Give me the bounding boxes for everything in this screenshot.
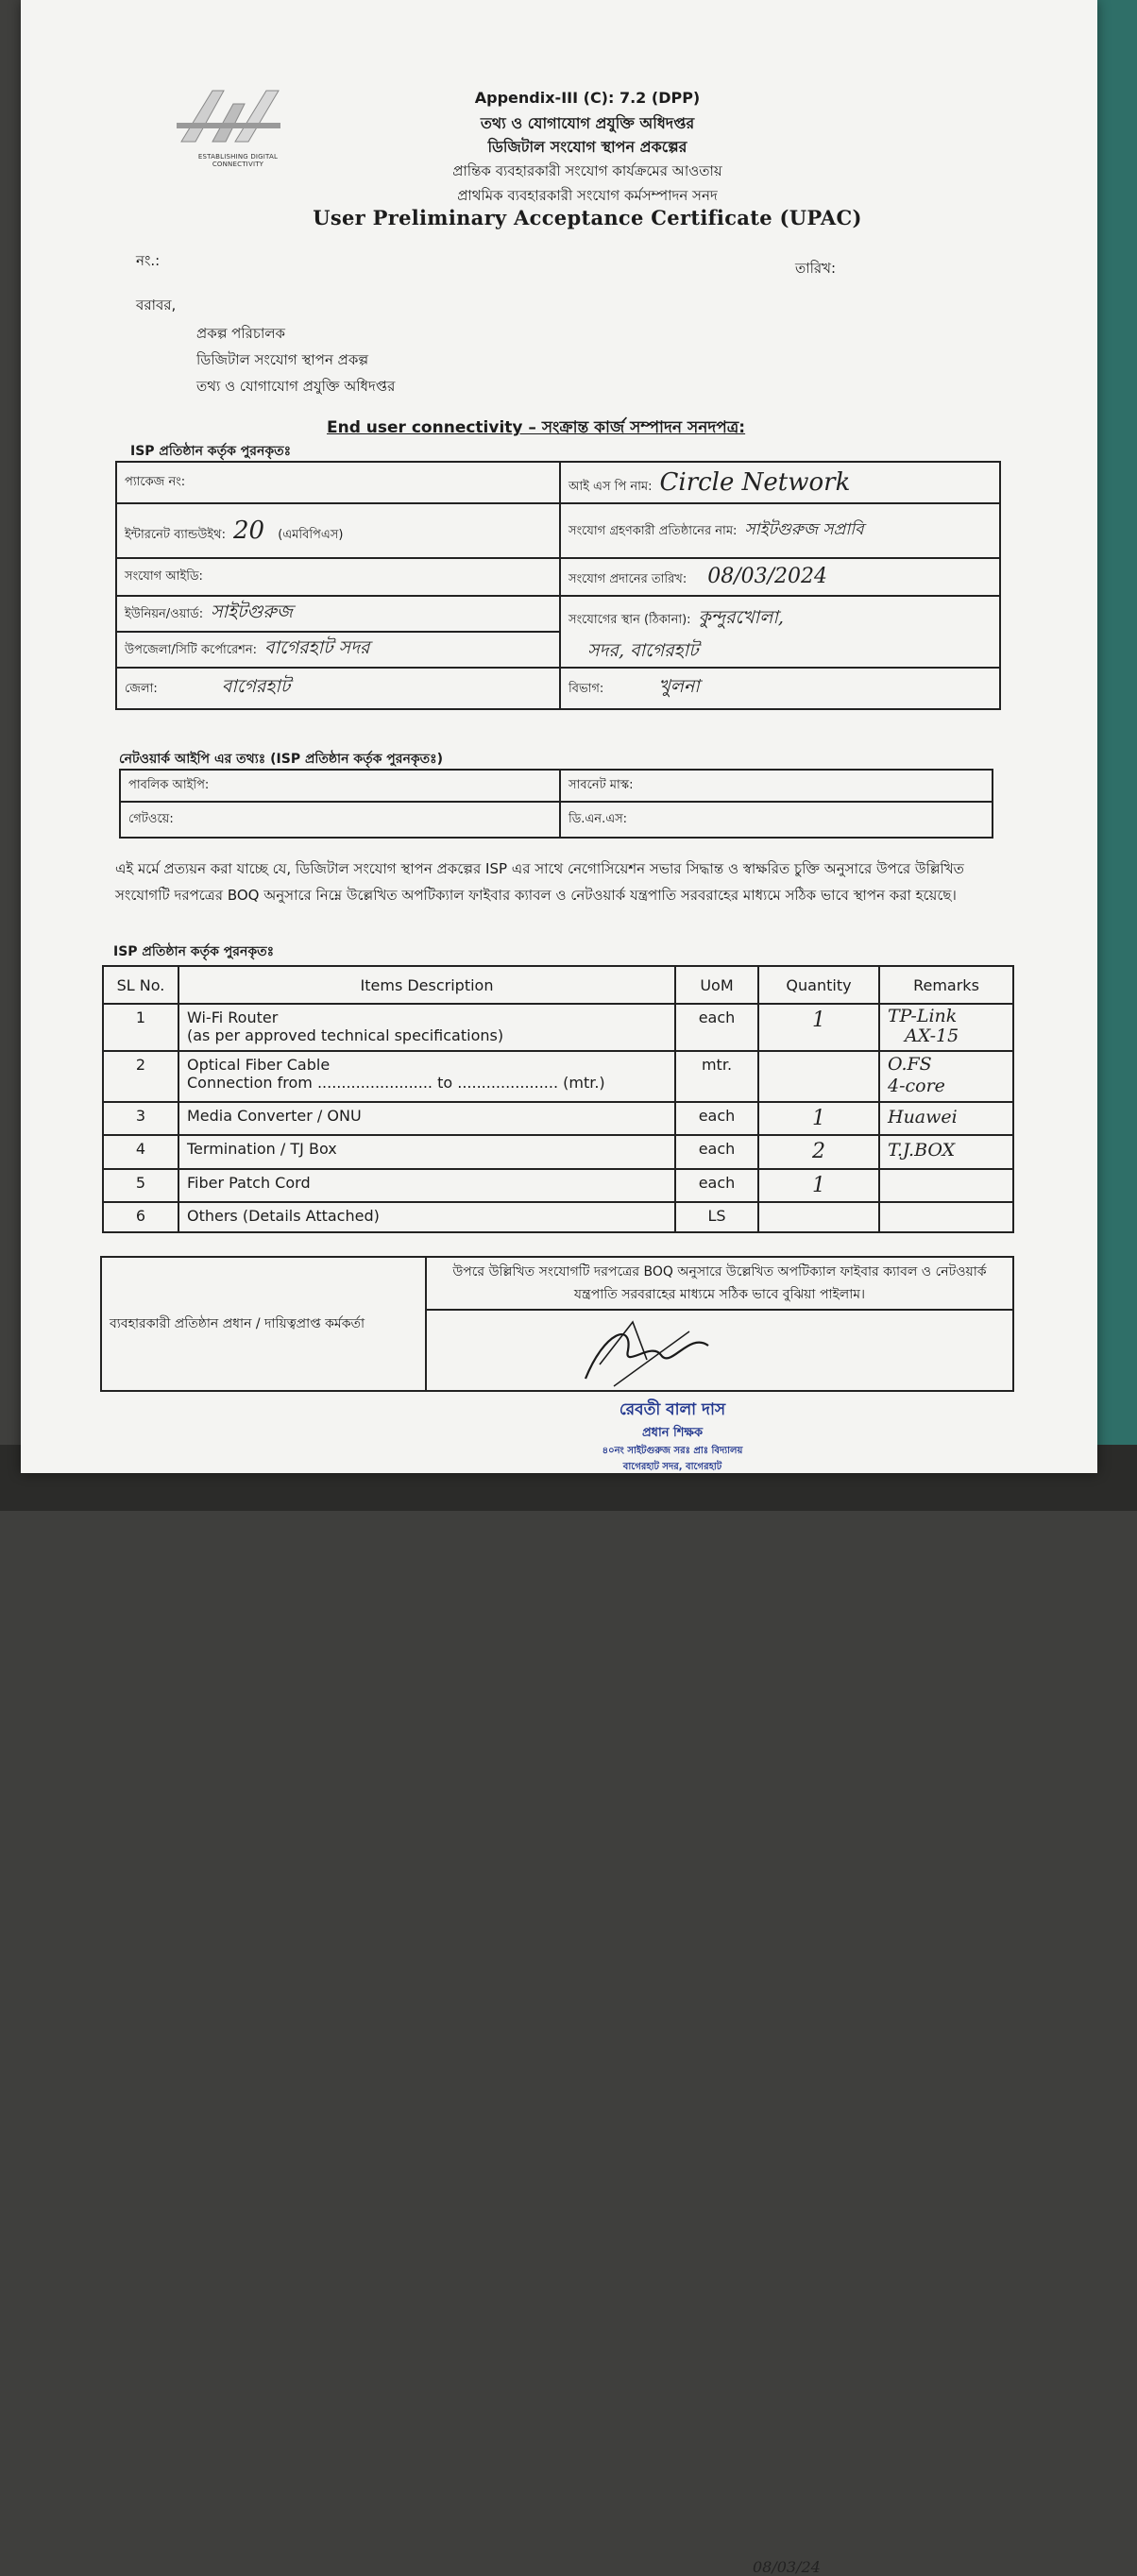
desc-cell xyxy=(178,1004,675,1051)
remarks-text-2: AX-15 xyxy=(905,1025,959,1046)
bandwidth-label: ইন্টারনেট ব্যান্ডউইথ: xyxy=(125,527,226,542)
desc-text: Optical Fiber Cable xyxy=(187,1056,331,1074)
addressee-line-3: তথ্য ও যোগাযোগ প্রযুক্তি অধিদপ্তর xyxy=(196,378,396,395)
isp-name-cell xyxy=(560,462,1000,503)
qty-cell xyxy=(758,1202,879,1232)
remarks-text: TP-Link xyxy=(888,1006,958,1026)
district-label: জেলা: xyxy=(125,682,158,696)
public-ip-label: পাবলিক আইপি: xyxy=(128,777,210,792)
connection-date-label: সংযোগ প্রদানের তারিখ: xyxy=(568,571,687,586)
stamp-name: রেবতী বালা দাস xyxy=(619,1400,726,1419)
uom-cell: LS xyxy=(675,1202,758,1232)
ack-left-cell xyxy=(101,1257,426,1391)
ack-statement-cell: উপরে উল্লিখিত সংযোগটি দরপত্রের BOQ অনুসারে উল্লেখিত অপটিক্যাল ফাইবার ক্যাবল ও নেটওয়ার্ক যন্ত্রপাতি সরবরাহের মাধ্যমে সঠিক ভাবে বুঝিয়া পাইলাম। xyxy=(426,1257,1013,1310)
qty-cell: 2 xyxy=(758,1135,879,1169)
connection-info-table xyxy=(115,461,1001,710)
remarks-cell: Huawei xyxy=(879,1102,1013,1135)
remarks-cell xyxy=(879,1004,1013,1051)
declaration-text: এই মর্মে প্রত্যয়ন করা যাচ্ছে যে, ডিজিটাল সংযোগ স্থাপন প্রকল্পের ISP এর সাথে নেগোসিয়েশন সভার সিদ্ধান্ত ও স্বাক্ষরিত চুক্তি অনুসারে উপরে উল্লিখিত সংযোগটি দরপত্রের BOQ অনুসারে নিম্নে উল্লেখিত অপটিক্যাল ফাইবার ক্যাবল ও নেটওয়ার্ক যন্ত্রপাতি সরবরাহের মাধ্যমে সঠিক ভাবে স্থাপন করা হয়েছে। xyxy=(115,860,964,904)
district-value: বাগেরহাট xyxy=(221,676,291,697)
connection-id-label: সংযোগ আইডি: xyxy=(125,568,203,584)
header-remarks: Remarks xyxy=(879,966,1013,1004)
date-label: তারিখ: xyxy=(795,260,837,277)
certificate-title-bn: প্রাথমিক ব্যবহারকারী সংযোগ কর্মসম্পাদন সনদ xyxy=(457,187,718,204)
addressee-line-2: ডিজিটাল সংযোগ স্থাপন প্রকল্প xyxy=(196,351,369,368)
remarks-cell xyxy=(879,1051,1013,1102)
bandwidth-cell xyxy=(116,503,560,558)
receiver-cell xyxy=(560,503,1000,558)
items-fill-label: ISP প্রতিষ্ঠান কর্তৃক পুরনকৃতঃ xyxy=(113,944,275,959)
connection-date-cell xyxy=(560,558,1000,596)
division-label: বিভাগ: xyxy=(568,682,604,696)
network-info-table xyxy=(119,769,993,839)
subnet-label: সাবনেট মাস্ক: xyxy=(568,777,634,792)
union-value: সাইটগুরুজ xyxy=(211,602,293,622)
isp-fill-label: ISP প্রতিষ্ঠান কর্তৃক পুরনকৃতঃ xyxy=(130,444,292,459)
subnet-cell xyxy=(560,770,993,802)
qty-cell: 1 xyxy=(758,1004,879,1051)
appendix-title: Appendix-III (C): 7.2 (DPP) xyxy=(474,89,701,107)
header-sl: SL No. xyxy=(103,966,178,1004)
uom-cell: each xyxy=(675,1004,758,1051)
sl-cell: 6 xyxy=(103,1202,178,1232)
desc-cell xyxy=(178,1051,675,1102)
uom-cell: each xyxy=(675,1102,758,1135)
qty-cell: 1 xyxy=(758,1102,879,1135)
network-info-title: নেটওয়ার্ক আইপি এর তথ্যঃ (ISP প্রতিষ্ঠান কর্তৃক পুরনকৃতঃ) xyxy=(119,752,444,767)
table-row xyxy=(103,1051,1013,1102)
ack-left-label: ব্যবহারকারী প্রতিষ্ঠান প্রধান / দায়িত্বপ্রাপ্ত কর্মকর্তা xyxy=(110,1316,365,1331)
receiver-label: সংযোগ গ্রহণকারী প্রতিষ্ঠানের নাম: xyxy=(568,524,738,538)
qty-cell: 1 xyxy=(758,1169,879,1202)
sl-cell: 3 xyxy=(103,1102,178,1135)
number-label: নং.: xyxy=(136,252,161,269)
table-row xyxy=(103,1102,1013,1135)
receiver-value: সাইটগুরুজ সপ্রাবি xyxy=(744,520,864,539)
uom-cell: each xyxy=(675,1169,758,1202)
package-cell xyxy=(116,462,560,503)
qty-cell xyxy=(758,1051,879,1102)
table-row xyxy=(103,1004,1013,1051)
subject-line: End user connectivity – সংক্রান্ত কার্জ সম্পাদন সনদপত্র: xyxy=(327,418,746,437)
table-row xyxy=(103,1202,1013,1232)
department-title: তথ্য ও যোগাযোগ প্রযুক্তি অধিদপ্তর xyxy=(480,114,695,132)
desc-text-2: (as per approved technical specifications) xyxy=(187,1026,504,1044)
uom-cell: mtr. xyxy=(675,1051,758,1102)
isp-name-label: আই এস পি নাম: xyxy=(568,479,653,494)
header-uom: UoM xyxy=(675,966,758,1004)
official-stamp xyxy=(550,1398,795,1476)
stamp-school: ৪০নং সাইটগুরুজ সরঃ প্রাঃ বিদ্যালয় xyxy=(602,1446,743,1456)
connection-id-cell xyxy=(116,558,560,596)
gateway-cell xyxy=(120,802,560,838)
location-label: সংযোগের স্থান (ঠিকানা): xyxy=(568,613,691,627)
district-cell xyxy=(116,668,560,709)
certificate-title-en: User Preliminary Acceptance Certificate (UPAC) xyxy=(313,206,862,229)
isp-name-value: Circle Network xyxy=(659,467,851,497)
remarks-text-2: 4-core xyxy=(888,1076,945,1096)
division-cell xyxy=(560,668,1000,709)
location-cell xyxy=(560,596,1000,668)
desc-cell: Termination / TJ Box xyxy=(178,1135,675,1169)
items-table xyxy=(102,965,1014,1233)
bandwidth-value: 20 xyxy=(232,516,265,545)
public-ip-cell xyxy=(120,770,560,802)
desc-text: Wi-Fi Router xyxy=(187,1008,279,1026)
sl-cell: 4 xyxy=(103,1135,178,1169)
stamp-address: বাগেরহাট সদর, বাগেরহাট xyxy=(622,1462,722,1472)
bandwidth-unit: (এমবিপিএস) xyxy=(278,527,344,542)
sl-cell: 5 xyxy=(103,1169,178,1202)
remarks-text: O.FS xyxy=(888,1054,932,1075)
union-cell xyxy=(116,596,560,632)
edc-logo-icon xyxy=(177,87,280,145)
upazila-label: উপজেলা/সিটি কর্পোরেশন: xyxy=(125,643,258,657)
document-page xyxy=(21,0,1097,2576)
program-title: প্রান্তিক ব্যবহারকারী সংযোগ কার্যক্রমের আওতায় xyxy=(452,162,722,179)
location-value-2: সদর, বাগেরহাট xyxy=(587,640,699,661)
remarks-cell: T.J.BOX xyxy=(879,1135,1013,1169)
sl-cell: 1 xyxy=(103,1004,178,1051)
upazila-cell xyxy=(116,632,560,668)
sl-cell: 2 xyxy=(103,1051,178,1102)
dns-label: ডি.এন.এস: xyxy=(568,811,628,826)
table-row xyxy=(103,1169,1013,1202)
table-row xyxy=(103,1135,1013,1169)
uom-cell: each xyxy=(675,1135,758,1169)
location-value-1: কুন্দুরখোলা, xyxy=(698,607,784,628)
gateway-label: গেটওয়ে: xyxy=(128,811,174,826)
desc-cell: Others (Details Attached) xyxy=(178,1202,675,1232)
desc-text-2: Connection from ........................ to ..................... (mtr.) xyxy=(187,1074,605,1092)
signature-icon xyxy=(576,1313,784,1388)
desc-cell: Fiber Patch Cord xyxy=(178,1169,675,1202)
dns-cell xyxy=(560,802,993,838)
package-label: প্যাকেজ নং: xyxy=(125,474,186,489)
remarks-cell xyxy=(879,1169,1013,1202)
header-quantity: Quantity xyxy=(758,966,879,1004)
header-description: Items Description xyxy=(178,966,675,1004)
connection-date-value: 08/03/2024 xyxy=(707,564,828,588)
stamp-title: প্রধান শিক্ষক xyxy=(641,1426,704,1440)
upazila-value: বাগেরহাট সদর xyxy=(264,637,370,658)
remarks-cell xyxy=(879,1202,1013,1232)
division-value: খুলনা xyxy=(658,676,700,697)
desc-cell: Media Converter / ONU xyxy=(178,1102,675,1135)
project-title: ডিজিটাল সংযোগ স্থাপন প্রকল্পের xyxy=(487,138,687,156)
signature-date: 08/03/24 xyxy=(753,2558,821,2576)
logo-text: ESTABLISHING DIGITAL CONNECTIVITY xyxy=(197,153,279,168)
addressee-line-1: প্রকল্প পরিচালক xyxy=(196,325,286,342)
union-label: ইউনিয়ন/ওয়ার্ড: xyxy=(125,607,204,621)
logo xyxy=(177,87,299,172)
salutation: বরাবর, xyxy=(136,297,177,314)
